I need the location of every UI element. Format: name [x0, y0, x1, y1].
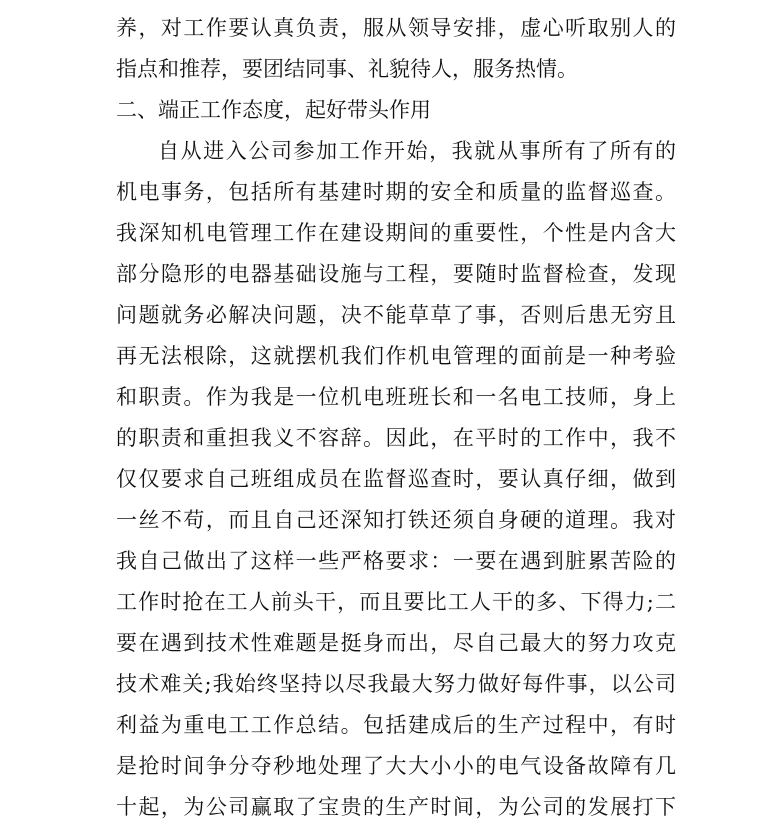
- text-line: 仅仅要求自己班组成员在监督巡查时，要认真仔细，做到: [116, 467, 676, 491]
- text-line: 问题就务必解决问题，决不能草草了事，否则后患无穷且: [116, 303, 676, 327]
- text-line: 养，对工作要认真负责，服从领导安排，虚心听取别人的: [116, 16, 676, 40]
- text-line: 的职责和重担我义不容辞。因此，在平时的工作中，我不: [116, 426, 676, 450]
- paragraph-first-line: 自从进入公司参加工作开始，我就从事所有了所有的: [158, 139, 676, 163]
- text-line: 我自己做出了这样一些严格要求：一要在遇到脏累苦险的: [116, 549, 676, 573]
- text-line: 再无法根除，这就摆机我们作机电管理的面前是一种考验: [116, 344, 676, 368]
- text-line: 部分隐形的电器基础设施与工程，要随时监督检查，发现: [116, 262, 676, 286]
- text-line: 工作时抢在工人前头干，而且要比工人干的多、下得力;二: [116, 590, 676, 614]
- text-line: 指点和推荐，要团结同事、礼貌待人，服务热情。: [116, 57, 578, 81]
- text-line: 要在遇到技术性难题是挺身而出，尽自己最大的努力攻克: [116, 631, 676, 655]
- text-line: 是抢时间争分夺秒地处理了大大小小的电气设备故障有几: [116, 754, 676, 778]
- text-line: 十起，为公司赢取了宝贵的生产时间，为公司的发展打下: [116, 795, 676, 819]
- text-line: 和职责。作为我是一位机电班班长和一名电工技师，身上: [116, 385, 676, 409]
- text-line: 利益为重电工工作总结。包括建成后的生产过程中，有时: [116, 713, 676, 737]
- text-line: 我深知机电管理工作在建设期间的重要性，个性是内含大: [116, 221, 676, 245]
- text-line: 一丝不苟，而且自己还深知打铁还须自身硬的道理。我对: [116, 508, 676, 532]
- section-heading: 二、端正工作态度，起好带头作用: [116, 98, 431, 122]
- text-line: 技术难关;我始终坚持以尽我最大努力做好每件事，以公司: [116, 672, 676, 696]
- text-line: 机电事务，包括所有基建时期的安全和质量的监督巡查。: [116, 180, 676, 204]
